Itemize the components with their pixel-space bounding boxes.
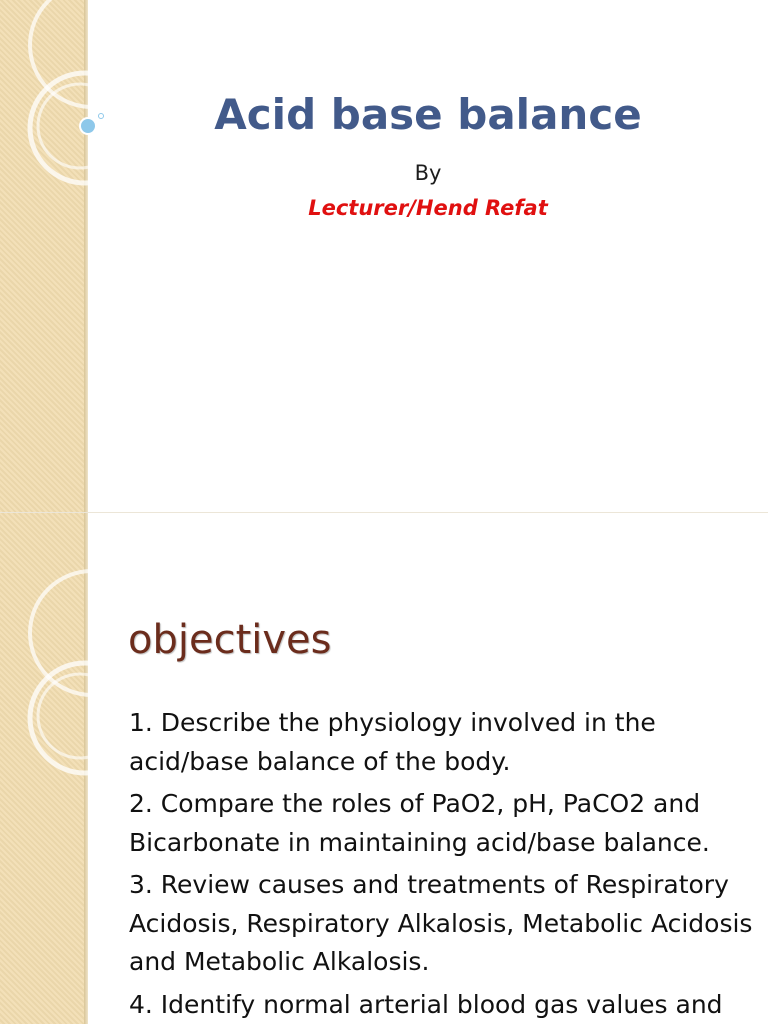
objective-item-4: 4. Identify normal arterial blood gas values and: [129, 989, 723, 1019]
objective-item-3: 3. Review causes and treatments of Respiratory Acidosis, Respiratory Alkalosis, Metabolic Acidosis and Metabolic Alkalosis.: [129, 870, 753, 976]
decorative-rings: [0, 0, 140, 512]
author-name: Lecturer/Hend Refat: [308, 196, 548, 220]
title-slide: [0, 0, 768, 512]
objective-item-2: 2. Compare the roles of PaO2, pH, PaCO2 and Bicarbonate in maintaining acid/base balance.: [129, 789, 710, 857]
objectives-heading: objectives: [128, 617, 332, 663]
by-label: By: [414, 161, 442, 185]
slide-title: Acid base balance: [214, 90, 642, 139]
objectives-list: [129, 704, 759, 1028]
decorative-rings: [0, 513, 140, 1024]
objective-item-1: 1. Describe the physiology involved in the acid/base balance of the body.: [129, 708, 656, 776]
